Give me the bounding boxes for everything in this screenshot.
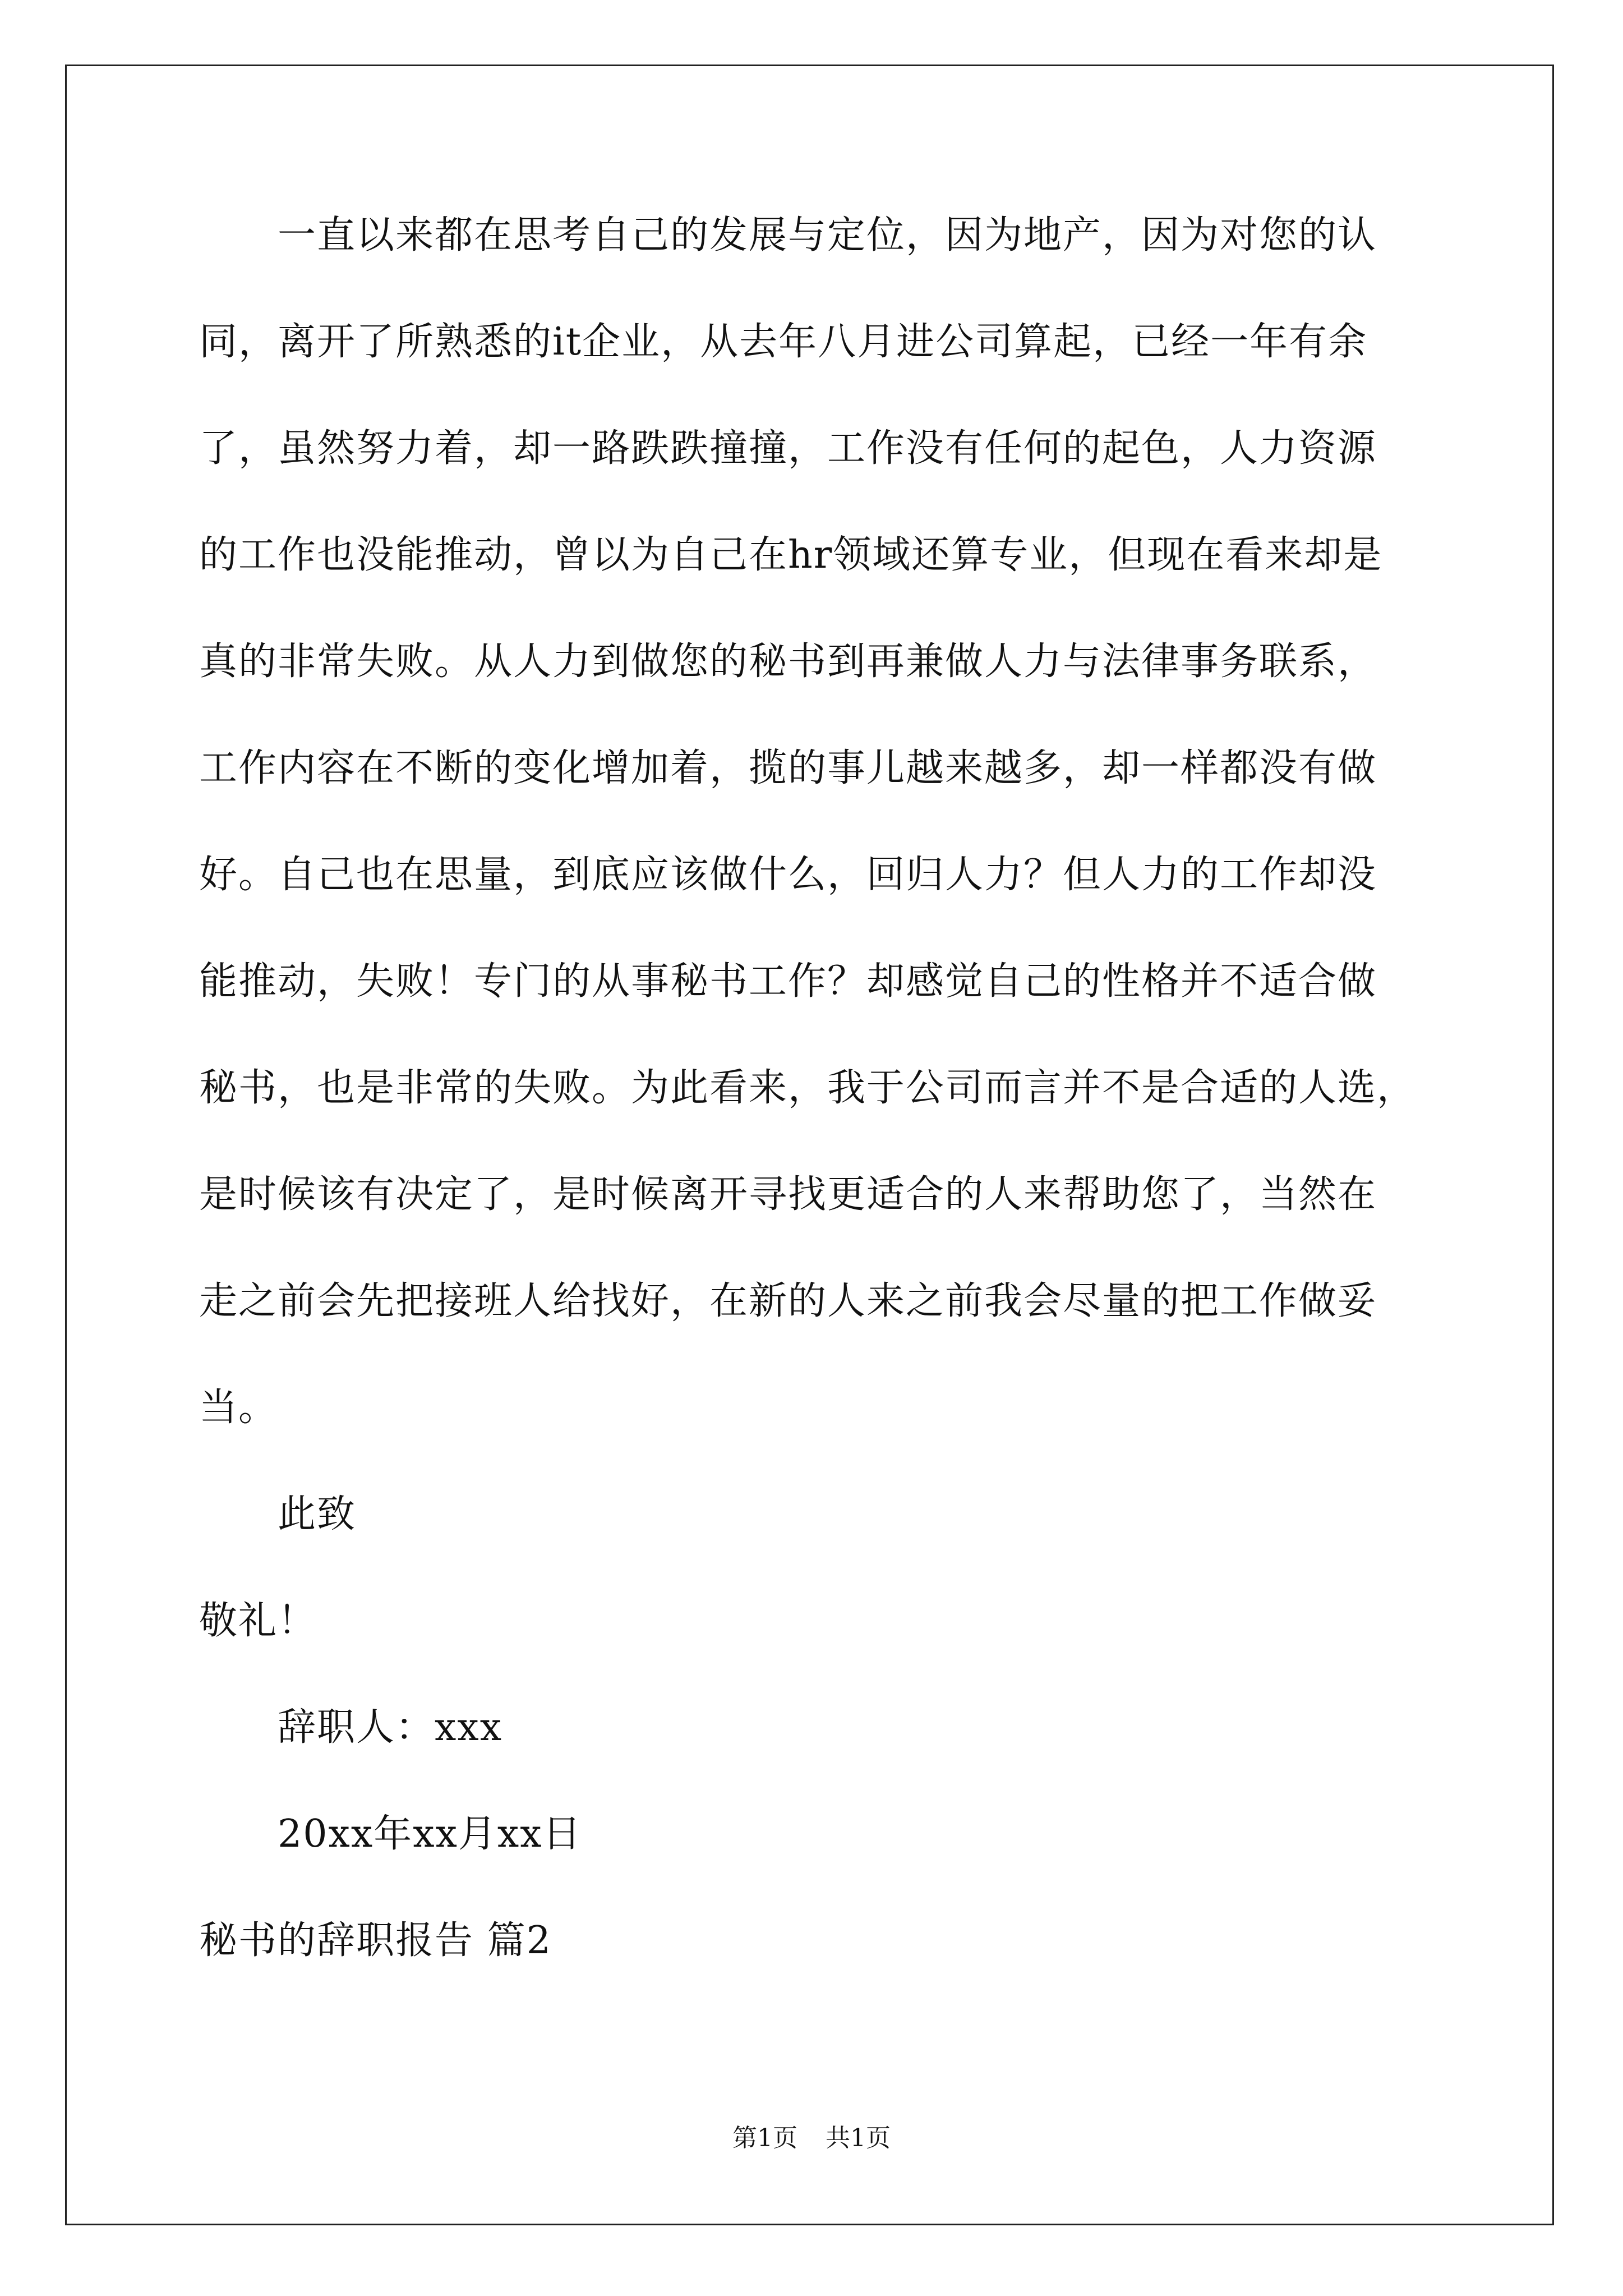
paragraph-line: 秘书，也是非常的失败。为此看来，我于公司而言并不是合适的人选， xyxy=(199,1066,1417,1110)
paragraph-line: 工作内容在不断的变化增加着，揽的事儿越来越多，却一样都没有做 xyxy=(199,746,1377,790)
paragraph-line: 了，虽然努力着，却一路跌跌撞撞，工作没有任何的起色，人力资源 xyxy=(199,426,1377,471)
paragraph-line: 同，离开了所熟悉的it企业，从去年八月进公司算起，已经一年有余 xyxy=(199,320,1368,364)
paragraph-line: 能推动，失败！专门的从事秘书工作？却感觉自己的性格并不适合做 xyxy=(199,959,1377,1004)
paragraph-line: 好。自己也在思量，到底应该做什么，回归人力？但人力的工作却没 xyxy=(199,853,1377,897)
section-title: 秘书的辞职报告 篇2 xyxy=(199,1918,552,1963)
date-line: 20xx年xx月xx日 xyxy=(278,1812,582,1856)
page-number: 第1页 xyxy=(732,2124,797,2152)
page-total: 共1页 xyxy=(826,2124,891,2152)
signature-line: 辞职人：xxx xyxy=(278,1705,503,1750)
paragraph-line: 一直以来都在思考自己的发展与定位，因为地产，因为对您的认 xyxy=(278,213,1377,257)
paragraph-line: 真的非常失败。从人力到做您的秘书到再兼做人力与法律事务联系， xyxy=(199,639,1377,684)
paragraph-line: 当。 xyxy=(199,1386,278,1430)
paragraph-line: 是时候该有决定了，是时候离开寻找更适合的人来帮助您了，当然在 xyxy=(199,1172,1377,1217)
salute-text: 敬礼！ xyxy=(199,1599,317,1643)
closing-text: 此致 xyxy=(278,1492,357,1536)
page-footer xyxy=(0,2118,1623,2154)
page-frame xyxy=(65,65,1554,2225)
paragraph-line: 的工作也没能推动，曾以为自己在hr领域还算专业，但现在看来却是 xyxy=(199,533,1383,577)
paragraph-line: 走之前会先把接班人给找好，在新的人来之前我会尽量的把工作做妥 xyxy=(199,1279,1377,1323)
